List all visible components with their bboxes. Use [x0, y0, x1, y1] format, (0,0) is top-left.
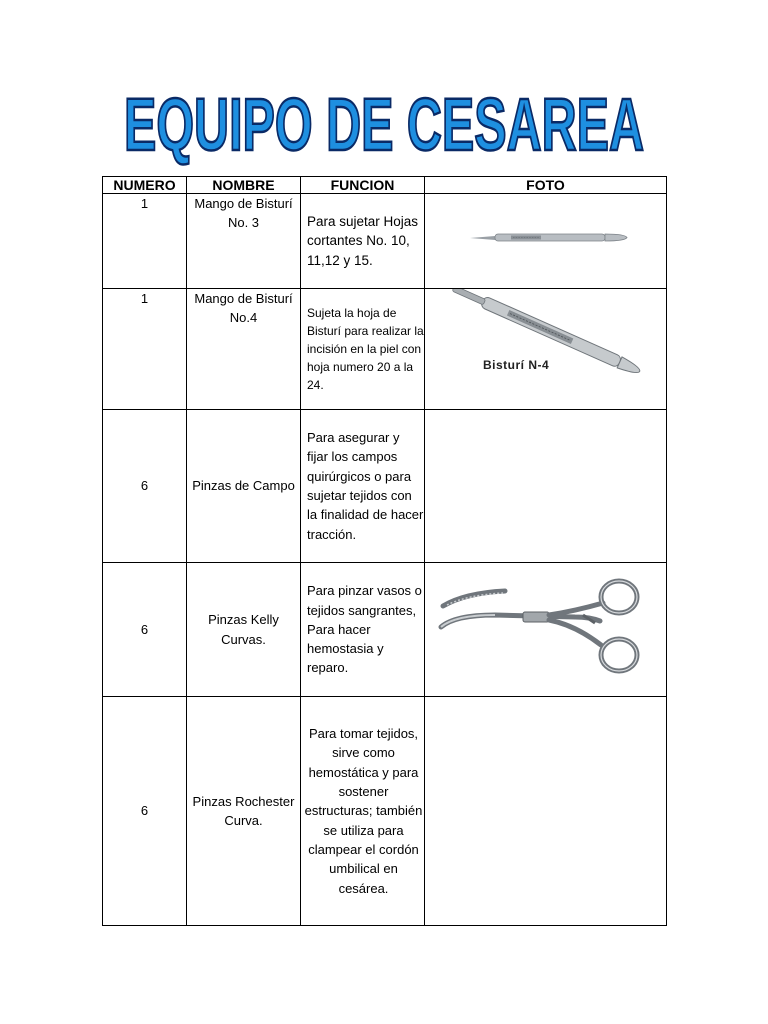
cell-nombre: Pinzas Kelly Curvas. — [187, 563, 301, 697]
table-row — [103, 194, 667, 289]
table-row — [103, 289, 667, 410]
scalpel-handle-4-image — [425, 289, 667, 409]
cell-numero: 1 — [103, 289, 187, 410]
header-foto: FOTO — [425, 177, 667, 194]
cell-numero: 1 — [103, 194, 187, 289]
cell-foto — [425, 289, 667, 410]
cell-funcion: Para pinzar vasos o tejidos sangrantes, Para hacer hemostasia y reparo. — [301, 563, 425, 697]
cell-foto — [425, 410, 667, 563]
page-title-banner — [0, 72, 768, 172]
cell-funcion: Para tomar tejidos, sirve como hemostática y para sostener estructuras; también se utiliza para clampear el cordón umbilical en cesárea. — [301, 697, 425, 926]
kelly-forceps-image — [425, 563, 667, 696]
table-row — [103, 410, 667, 563]
page-title: EQUIPO DE CESAREA — [124, 83, 644, 166]
cell-nombre: Pinzas de Campo — [187, 410, 301, 563]
header-nombre: NOMBRE — [187, 177, 301, 194]
cell-funcion: Sujeta la hoja de Bisturí para realizar la incisión en la piel con hoja numero 20 a la 24. — [301, 289, 425, 410]
cell-foto — [425, 194, 667, 289]
instrument-table — [102, 176, 667, 926]
table-row — [103, 697, 667, 926]
cell-nombre: Mango de Bisturí No.4 — [187, 289, 301, 410]
header-numero: NUMERO — [103, 177, 187, 194]
table-row — [103, 563, 667, 697]
cell-numero: 6 — [103, 410, 187, 563]
cell-numero: 6 — [103, 563, 187, 697]
cell-nombre: Pinzas Rochester Curva. — [187, 697, 301, 926]
cell-funcion: Para sujetar Hojas cortantes No. 10, 11,12 y 15. — [301, 194, 425, 289]
foto-caption: Bisturí N-4 — [483, 358, 550, 372]
cell-foto — [425, 697, 667, 926]
scalpel-handle-3-image — [425, 194, 667, 288]
cell-numero: 6 — [103, 697, 187, 926]
cell-foto — [425, 563, 667, 697]
cell-nombre: Mango de Bisturí No. 3 — [187, 194, 301, 289]
cell-funcion: Para asegurar y fijar los campos quirúrgicos o para sujetar tejidos con la finalidad de hacer tracción. — [301, 410, 425, 563]
table-header-row — [103, 177, 667, 194]
header-funcion: FUNCION — [301, 177, 425, 194]
